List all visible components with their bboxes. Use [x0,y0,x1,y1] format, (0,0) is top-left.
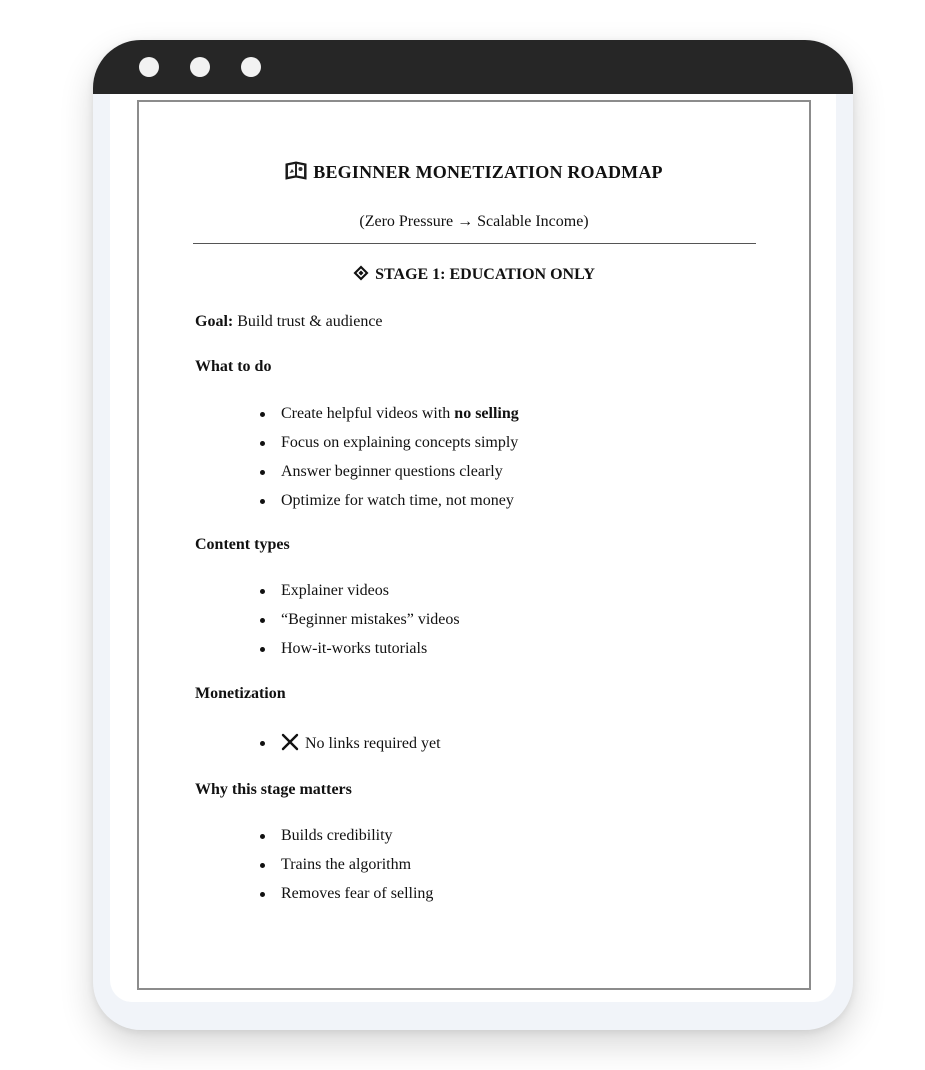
document-subtitle: (Zero Pressure → Scalable Income) [359,213,589,230]
document-page [137,100,811,990]
section-heading-why-this-stage-matters: Why this stage matters [195,781,352,798]
cross-mark-icon [281,733,299,757]
window-titlebar [93,40,853,94]
list-item [139,733,441,762]
content-types-list [139,581,460,668]
list-item [139,855,433,884]
list-item [139,491,519,520]
stage-title-text: STAGE 1: EDUCATION ONLY [375,266,595,283]
list-item-text: Create helpful videos with [281,405,455,422]
goal-text: Build trust & audience [233,313,383,330]
document-title [139,161,809,186]
why-list [139,826,433,913]
list-item [139,404,519,433]
list-item [139,610,460,639]
list-item-text: Explainer videos [281,582,389,599]
list-item-text: Optimize for watch time, not money [281,492,514,509]
list-item [139,639,460,668]
list-item-text: Answer beginner questions clearly [281,463,503,480]
window-control-dot[interactable] [139,57,159,77]
list-item [139,462,519,491]
list-item-text: No links required yet [305,735,441,752]
goal-label: Goal: [195,313,234,330]
monetization-list [139,733,441,762]
list-item [139,433,519,462]
window-control-dot[interactable] [241,57,261,77]
list-item-text: How-it-works tutorials [281,640,428,657]
document-title-text: BEGINNER MONETIZATION ROADMAP [313,162,663,182]
list-item [139,826,433,855]
list-item-text: Removes fear of selling [281,885,434,902]
horizontal-divider [193,243,756,244]
goal-line [195,313,383,331]
list-item-text: Builds credibility [281,827,393,844]
list-item [139,884,433,913]
section-heading-what-to-do: What to do [195,358,272,375]
diamond-icon [353,265,369,286]
list-item [139,581,460,610]
window-control-dot[interactable] [190,57,210,77]
list-item-text: “Beginner mistakes” videos [281,611,460,628]
list-item-bold-text: no selling [454,405,519,422]
stage-title [139,265,809,286]
what-to-do-list [139,404,519,520]
section-heading-monetization: Monetization [195,685,286,702]
section-heading-content-types: Content types [195,536,290,553]
open-book-icon [285,161,307,186]
list-item-text: Trains the algorithm [281,856,412,873]
list-item-text: Focus on explaining concepts simply [281,434,519,451]
